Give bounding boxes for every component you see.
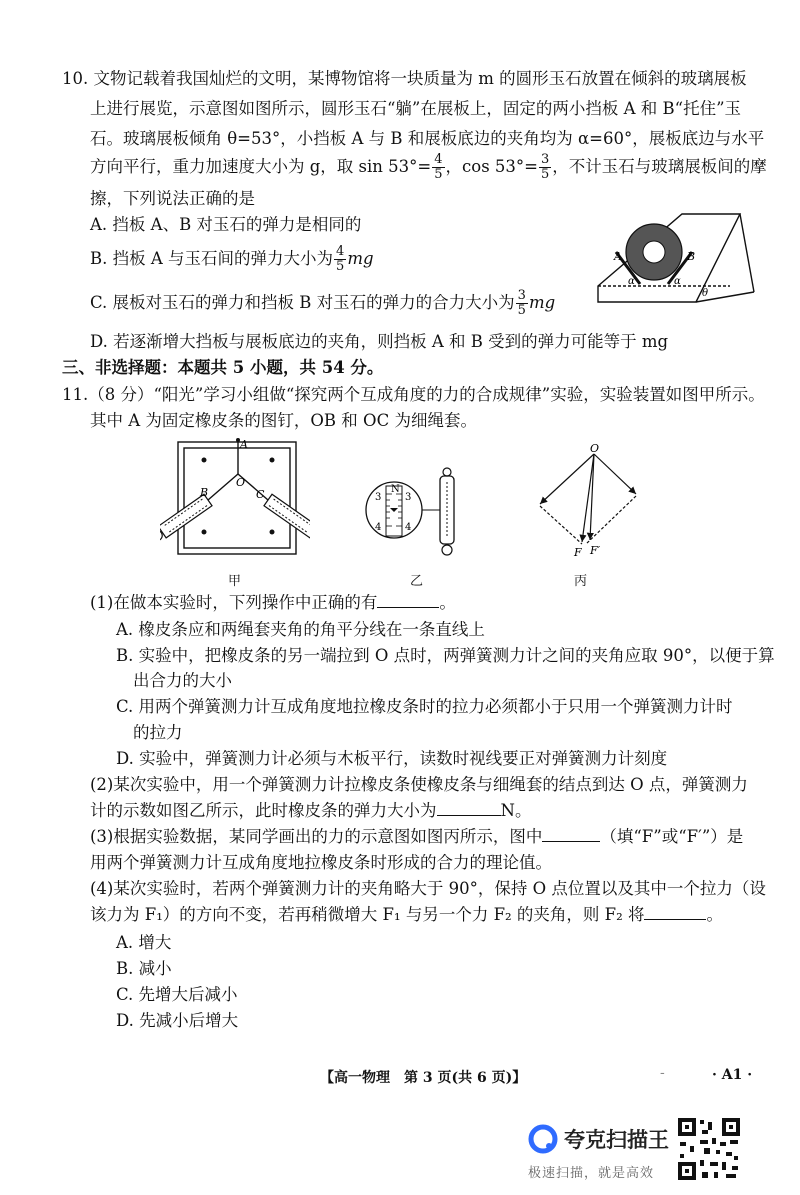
fig-jia-label-a: A [240,438,248,451]
q10-line-4-b: ，cos 53°= [445,157,538,176]
section-3-heading: 三、非选择题：本题共 5 小题，共 54 分。 [62,358,384,377]
q11-intro-2: 其中 A 为固定橡皮条的图钉，OB 和 OC 为细绳套。 [90,411,477,430]
q11-p4-option-a: A. 增大 [116,933,172,952]
footer-code: · A1 · [712,1067,753,1083]
sin-fraction: $\frac{4}{5}$ [434,152,443,182]
option-b-fraction: $\frac{4}{5}$ [336,244,345,274]
fig10-label-alpha-right: α [674,276,681,287]
q11-p1-option-b-line2: 出合力的大小 [133,671,232,690]
q11-intro-1: 11.（8 分）“阳光”学习小组做“探究两个互成角度的力的合成规律”实验，实验装置如图甲所示。 [62,385,765,404]
q10-option-d: D. 若逐渐增大挡板与展板底边的夹角，则挡板 A 和 B 受到的弹力可能等于 mg [90,332,669,351]
q11-p3-line2: 用两个弹簧测力计互成角度地拉橡皮条时形成的合力的理论值。 [90,853,552,872]
q11-p1: (1)在做本实验时，下列操作中正确的有 。 [90,593,456,612]
q11-p4-blank [644,905,706,920]
q11-p4-option-d: D. 先减小后增大 [116,1011,239,1030]
option-c-fraction: $\frac{3}{5}$ [517,288,526,318]
scanner-logo-icon [528,1124,558,1154]
fig10-label-a: A [614,250,622,263]
fig-bing-label-fprime: F′ [590,544,601,557]
fig-jia-caption: 甲 [228,574,242,589]
q11-p1-option-a: A. 橡皮条应和两绳套夹角的角平分线在一条直线上 [116,620,485,639]
q10-line-4-a: 方向平行，重力加速度大小为 g，取 sin 53°= [90,157,432,176]
fig-bing-caption: 丙 [574,574,588,589]
scanner-brand-title: 夸克扫描王 [564,1128,669,1152]
q11-p3-blank [542,827,600,842]
q11-p2-line1: (2)某次实验中，用一个弹簧测力计拉橡皮条使橡皮条与细绳套的结点到达 O 点，弹簧测力 [90,775,748,794]
q11-figure-yi [360,464,470,564]
q11-p1-option-b-line1: B. 实验中，把橡皮条的另一端拉到 O 点时，两弹簧测力计之间的夹角应取 90°，以便于算 [116,646,775,665]
q11-p3-line1: (3)根据实验数据，某同学画出的力的示意图如图丙所示，图中 （填“F”或“F′”）是 [90,827,744,846]
q11-p2-blank [437,801,501,816]
fig10-label-alpha-left: α [628,276,635,287]
footer-dash: - [660,1065,665,1081]
scanner-brand-slogan: 极速扫描，就是高效 [528,1166,655,1181]
qr-code-icon [676,1116,742,1182]
fig-bing-label-o: O [590,442,600,455]
fig-yi-tick-3-left: 3 [375,492,382,503]
q11-figure-bing [526,440,656,565]
q11-figure-jia [160,436,310,586]
q10-figure [590,208,760,308]
cos-fraction: $\frac{3}{5}$ [541,152,550,182]
q10-option-b: B. 挡板 A 与玉石间的弹力大小为 $\frac{4}{5}$ mg [90,244,374,274]
fig10-label-b: B [687,250,696,263]
fig-yi-caption: 乙 [410,574,424,589]
q10-line-4-c: ，不计玉石与玻璃展板间的摩 [552,157,767,176]
q11-p1-blank [377,593,439,608]
fig-yi-tick-4-left: 4 [375,522,382,533]
q11-p4-line2: 该力为 F₁）的方向不变，若再稍微增大 F₁ 与另一个力 F₂ 的夹角，则 F₂ 将 。 [90,905,723,924]
q11-p1-option-c-line2: 的拉力 [133,723,183,742]
q11-p1-option-d: D. 实验中，弹簧测力计必须与木板平行，读数时视线要正对弹簧测力计刻度 [116,749,668,768]
fig-bing-label-f: F [574,546,582,559]
q10-line-2: 上进行展览，示意图如图所示，圆形玉石“躺”在展板上，固定的两小挡板 A 和 B“托住”玉 [90,99,742,118]
q11-p1-option-c-line1: C. 用两个弹簧测力计互成角度地拉橡皮条时的拉力必须都小于只用一个弹簧测力计时 [116,697,733,716]
q11-p2-line2: 计的示数如图乙所示，此时橡皮条的弹力大小为 N。 [90,801,532,820]
fig-yi-tick-4-right: 4 [405,522,412,533]
q10-line-4 [90,152,767,182]
q10-option-c: C. 展板对玉石的弹力和挡板 B 对玉石的弹力的合力大小为 $\frac{3}{5}$ mg [90,288,556,318]
q11-p4-option-b: B. 减小 [116,959,172,978]
fig-yi-tick-3-right: 3 [405,492,412,503]
q11-p4-line1: (4)某次实验时，若两个弹簧测力计的夹角略大于 90°，保持 O 点位置以及其中一个拉力（设 [90,879,766,898]
fig-yi-label-n: N [391,484,400,495]
fig-jia-label-o: O [236,476,246,489]
q10-line-3: 石。玻璃展板倾角 θ=53°，小挡板 A 与 B 和展板底边的夹角均为 α=60°，展板底边与水平 [90,129,765,148]
fig10-label-theta: θ [702,288,709,299]
q10-line-5: 擦，下列说法正确的是 [90,189,255,208]
q10-option-a: A. 挡板 A、B 对玉石的弹力是相同的 [90,215,362,234]
q11-p4-option-c: C. 先增大后减小 [116,985,238,1004]
fig-jia-label-b: B [200,486,209,499]
fig-jia-label-c: C [256,488,265,501]
footer-page-info: 【高一物理 第 3 页(共 6 页)】 [320,1070,527,1086]
q10-line-1: 10. 文物记载着我国灿烂的文明，某博物馆将一块质量为 m 的圆形玉石放置在倾斜的玻璃展板 [62,69,747,88]
